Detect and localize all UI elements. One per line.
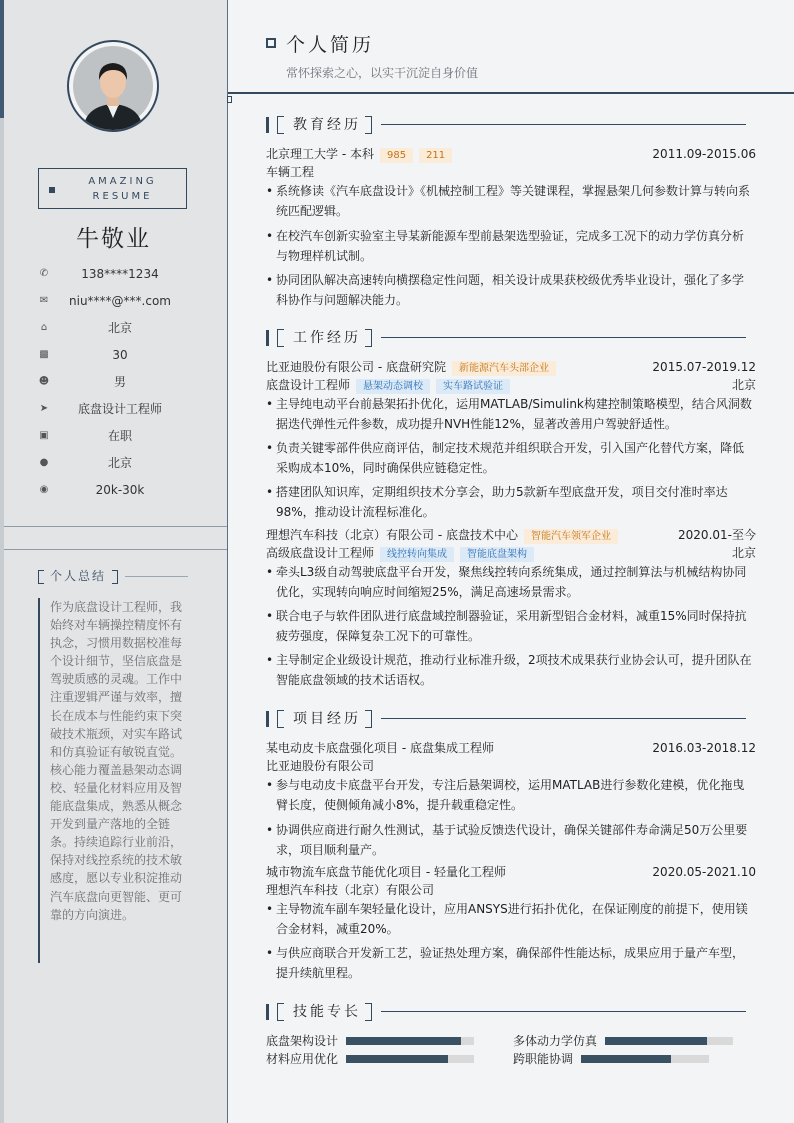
section-bar [266, 330, 269, 346]
page-title: 个人简历 [286, 34, 375, 56]
summary-title: 个人总结 [50, 569, 107, 583]
project-org: 理想汽车科技（北京）有限公司 [266, 883, 435, 897]
info-city [38, 456, 188, 474]
info-target-role [38, 402, 188, 420]
info-email [38, 294, 188, 312]
skill-bar-fill [581, 1055, 671, 1063]
bracket-right-icon [365, 1003, 372, 1021]
project-date: 2020.05-2021.10 [652, 865, 756, 879]
section-rule [381, 1011, 746, 1012]
bracket-left-icon [38, 570, 44, 584]
skill-name: 材料应用优化 [266, 1052, 339, 1066]
job-bullet: • 搭建团队知识库，定期组织技术分享会，助力5款新车型底盘开发，项目交付准时率达98%，推动设计流程标准化。 [266, 482, 752, 522]
sidebar-divider-1 [4, 526, 227, 527]
project-bullet: • 与供应商联合开发新工艺，验证热处理方案，确保部件性能达标，成果应用于量产车型，提升续航里程。 [266, 943, 752, 983]
job-date: 2020.01-至今 [678, 528, 756, 542]
info-phone [38, 267, 188, 285]
skill-bar-fill [346, 1037, 461, 1045]
skill-bar [581, 1055, 709, 1063]
section-projects [266, 710, 756, 728]
skill-bar [346, 1055, 474, 1063]
skill-name: 底盘架构设计 [266, 1034, 339, 1048]
project-bullet: • 主导物流车副车架轻量化设计，应用ANSYS进行拓扑优化，在保证刚度的前提下，使用镁合金材料，减重20%。 [266, 899, 752, 939]
section-title: 项目经历 [293, 711, 361, 727]
header-marker [227, 96, 232, 103]
job-header [266, 359, 756, 376]
title-square-icon [266, 38, 276, 48]
badge-line-1: AMAZING [88, 176, 157, 187]
project-bullet: • 协调供应商进行耐久性测试，基于试验反馈迭代设计，确保关键部件寿命满足50万公里要求，项目顺利量产。 [266, 820, 752, 860]
job-city: 北京 [731, 378, 756, 392]
company-tag: 智能汽车领军企业 [524, 529, 618, 544]
gender-value: 男 [113, 375, 126, 389]
education-date: 2011.09-2015.06 [652, 147, 756, 161]
bracket-left-icon [277, 116, 284, 134]
bracket-right-icon [112, 570, 118, 584]
bracket-left-icon [277, 1003, 284, 1021]
smile-icon: ☻ [38, 376, 50, 387]
project-org: 比亚迪股份有限公司 [266, 759, 375, 773]
section-bar [266, 711, 269, 727]
education-bullet: • 协同团队解决高速转向横摆稳定性问题，相关设计成果获校级优秀毕业设计，强化了多学科协作与问题解决能力。 [266, 270, 752, 310]
skill-bar-fill [605, 1037, 707, 1045]
skill-bar-fill [346, 1055, 448, 1063]
role-tag: 智能底盘架构 [460, 547, 534, 562]
avatar [67, 40, 159, 132]
info-age [38, 348, 188, 366]
role-tag: 悬架动态调校 [356, 379, 430, 394]
info-status [38, 429, 188, 447]
tag-211: 211 [419, 148, 452, 163]
bracket-right-icon [365, 329, 372, 347]
email-value: niu****@***.com [69, 294, 171, 308]
section-bar [266, 117, 269, 133]
coin-icon: ◉ [39, 484, 49, 495]
bracket-right-icon [365, 116, 372, 134]
role-tag: 实车路试验证 [436, 379, 510, 394]
badge-square-icon [49, 187, 55, 193]
section-education [266, 116, 756, 134]
job-bullet: • 联合电子与软件团队进行底盘域控制器验证，采用新型铝合金材料，减重15%同时保持抗疲劳强度，保障复杂工况下的可靠性。 [266, 606, 752, 646]
city-value: 北京 [107, 456, 132, 470]
mail-icon: ✉ [39, 295, 49, 306]
send-icon: ➤ [39, 403, 49, 414]
resume-badge [38, 168, 187, 209]
job-role-row [266, 377, 756, 394]
phone-icon: ✆ [39, 268, 49, 279]
cake-icon: ▩ [39, 349, 49, 360]
project-name: 某电动皮卡底盘强化项目 - 底盘集成工程师 [266, 741, 494, 755]
person-name: 牛敬业 [76, 226, 151, 252]
badge-line-2: RESUME [92, 191, 153, 202]
job-company: 理想汽车科技（北京）有限公司 - 底盘技术中心 [266, 528, 518, 542]
education-major: 车辆工程 [266, 165, 315, 179]
project-header [266, 864, 756, 880]
job-role: 高级底盘设计工程师 [266, 546, 375, 560]
job-bullet: • 主导制定企业级设计规范，推动行业标准升级，2项技术成果获行业协会认可，提升团队在智能底盘领域的技术话语权。 [266, 650, 752, 690]
section-rule [381, 337, 746, 338]
header-rule [228, 92, 794, 94]
role-tag: 线控转向集成 [380, 547, 454, 562]
section-skills [266, 1003, 756, 1021]
project-header [266, 740, 756, 756]
sidebar-divider-2 [4, 549, 227, 550]
skill-bar [346, 1037, 474, 1045]
job-bullet: • 牵头L3级自动驾驶底盘平台开发，聚焦线控转向系统集成，通过控制算法与机械结构协同优化，实现转向响应时间缩短25%，满足高速场景需求。 [266, 562, 752, 602]
skill-name: 多体动力学仿真 [513, 1034, 598, 1048]
job-bullet: • 主导纯电动平台前悬架拓扑优化，运用MATLAB/Simulink构建控制策略模型，结合风洞数据迭代弹性元件参数，成功提升NVH性能12%，显著改善用户驾驶舒适性。 [266, 394, 752, 434]
summary-text: 作为底盘设计工程师，我始终对车辆操控精度怀有执念，习惯用数据校准每个设计细节，坚信底盘是驾驶质感的灵魂。工作中注重逻辑严谨与效率，擅长在成本与性能约束下突破技术瓶颈，对实车路试和仿真验证有敏锐直觉。核心能力覆盖悬架动态调校、轻量化材料应用及智能底盘集成，熟悉从概念开发到量产落地的全链条。持续追踪行业前沿，保持对线控系统的技术敏感度，愿以专业积淀推动汽车底盘向更智能、更可靠的方向演进。 [38, 598, 188, 963]
map-pin-icon: ● [39, 457, 49, 468]
sidebar [0, 0, 228, 1123]
section-rule [381, 718, 746, 719]
salary-value: 20k-30k [95, 483, 145, 497]
location-value: 北京 [107, 321, 132, 335]
job-city: 北京 [731, 546, 756, 560]
bracket-right-icon [365, 710, 372, 728]
project-bullet: • 参与电动皮卡底盘平台开发，专注后悬架调校，运用MATLAB进行参数化建模，优化拖曳臂长度，使侧倾角减小8%，提升载重稳定性。 [266, 775, 752, 815]
job-company: 比亚迪股份有限公司 - 底盘研究院 [266, 360, 446, 374]
job-role: 底盘设计工程师 [266, 378, 351, 392]
age-value: 30 [112, 348, 128, 362]
section-bar [266, 1004, 269, 1020]
education-bullet: • 在校汽车创新实验室主导某新能源车型前悬架选型验证，完成多工况下的动力学仿真分析与物理样机试制。 [266, 226, 752, 266]
bracket-left-icon [277, 710, 284, 728]
info-salary [38, 483, 188, 501]
status-value: 在职 [107, 429, 132, 443]
project-date: 2016.03-2018.12 [652, 741, 756, 755]
section-work [266, 329, 756, 347]
tag-985: 985 [380, 148, 413, 163]
education-bullet: • 系统修读《汽车底盘设计》《机械控制工程》等关键课程，掌握悬架几何参数计算与转向系统匹配逻辑。 [266, 181, 752, 221]
bracket-left-icon [277, 329, 284, 347]
section-title: 教育经历 [293, 117, 361, 133]
summary-heading [38, 569, 188, 585]
skill-bar [605, 1037, 733, 1045]
info-location [38, 321, 188, 339]
section-rule [381, 124, 746, 125]
sidebar-edge [0, 0, 4, 1123]
summary-rule [125, 576, 188, 577]
project-name: 城市物流车底盘节能优化项目 - 轻量化工程师 [266, 865, 506, 879]
job-role-row [266, 545, 756, 562]
job-bullet: • 负责关键零部件供应商评估，制定技术规范并组织联合开发，引入国产化替代方案，降低采购成本10%，同时确保供应链稳定性。 [266, 438, 752, 478]
education-header [266, 146, 756, 163]
briefcase-icon: ▣ [39, 430, 49, 441]
badge-text [69, 174, 176, 204]
info-gender [38, 375, 188, 393]
company-tag: 新能源汽车头部企业 [452, 361, 556, 376]
section-title: 技能专长 [293, 1004, 361, 1020]
job-date: 2015.07-2019.12 [652, 360, 756, 374]
page-subtitle: 常怀探索之心，以实干沉淀自身价值 [286, 66, 479, 80]
portrait-image [69, 42, 157, 130]
target-role-value: 底盘设计工程师 [77, 402, 162, 416]
phone-value: 138****1234 [81, 267, 159, 281]
home-icon: ⌂ [40, 322, 48, 333]
skill-name: 跨职能协调 [513, 1052, 574, 1066]
job-header [266, 527, 756, 544]
school-name: 北京理工大学 - 本科 [266, 147, 374, 161]
section-title: 工作经历 [293, 330, 361, 346]
